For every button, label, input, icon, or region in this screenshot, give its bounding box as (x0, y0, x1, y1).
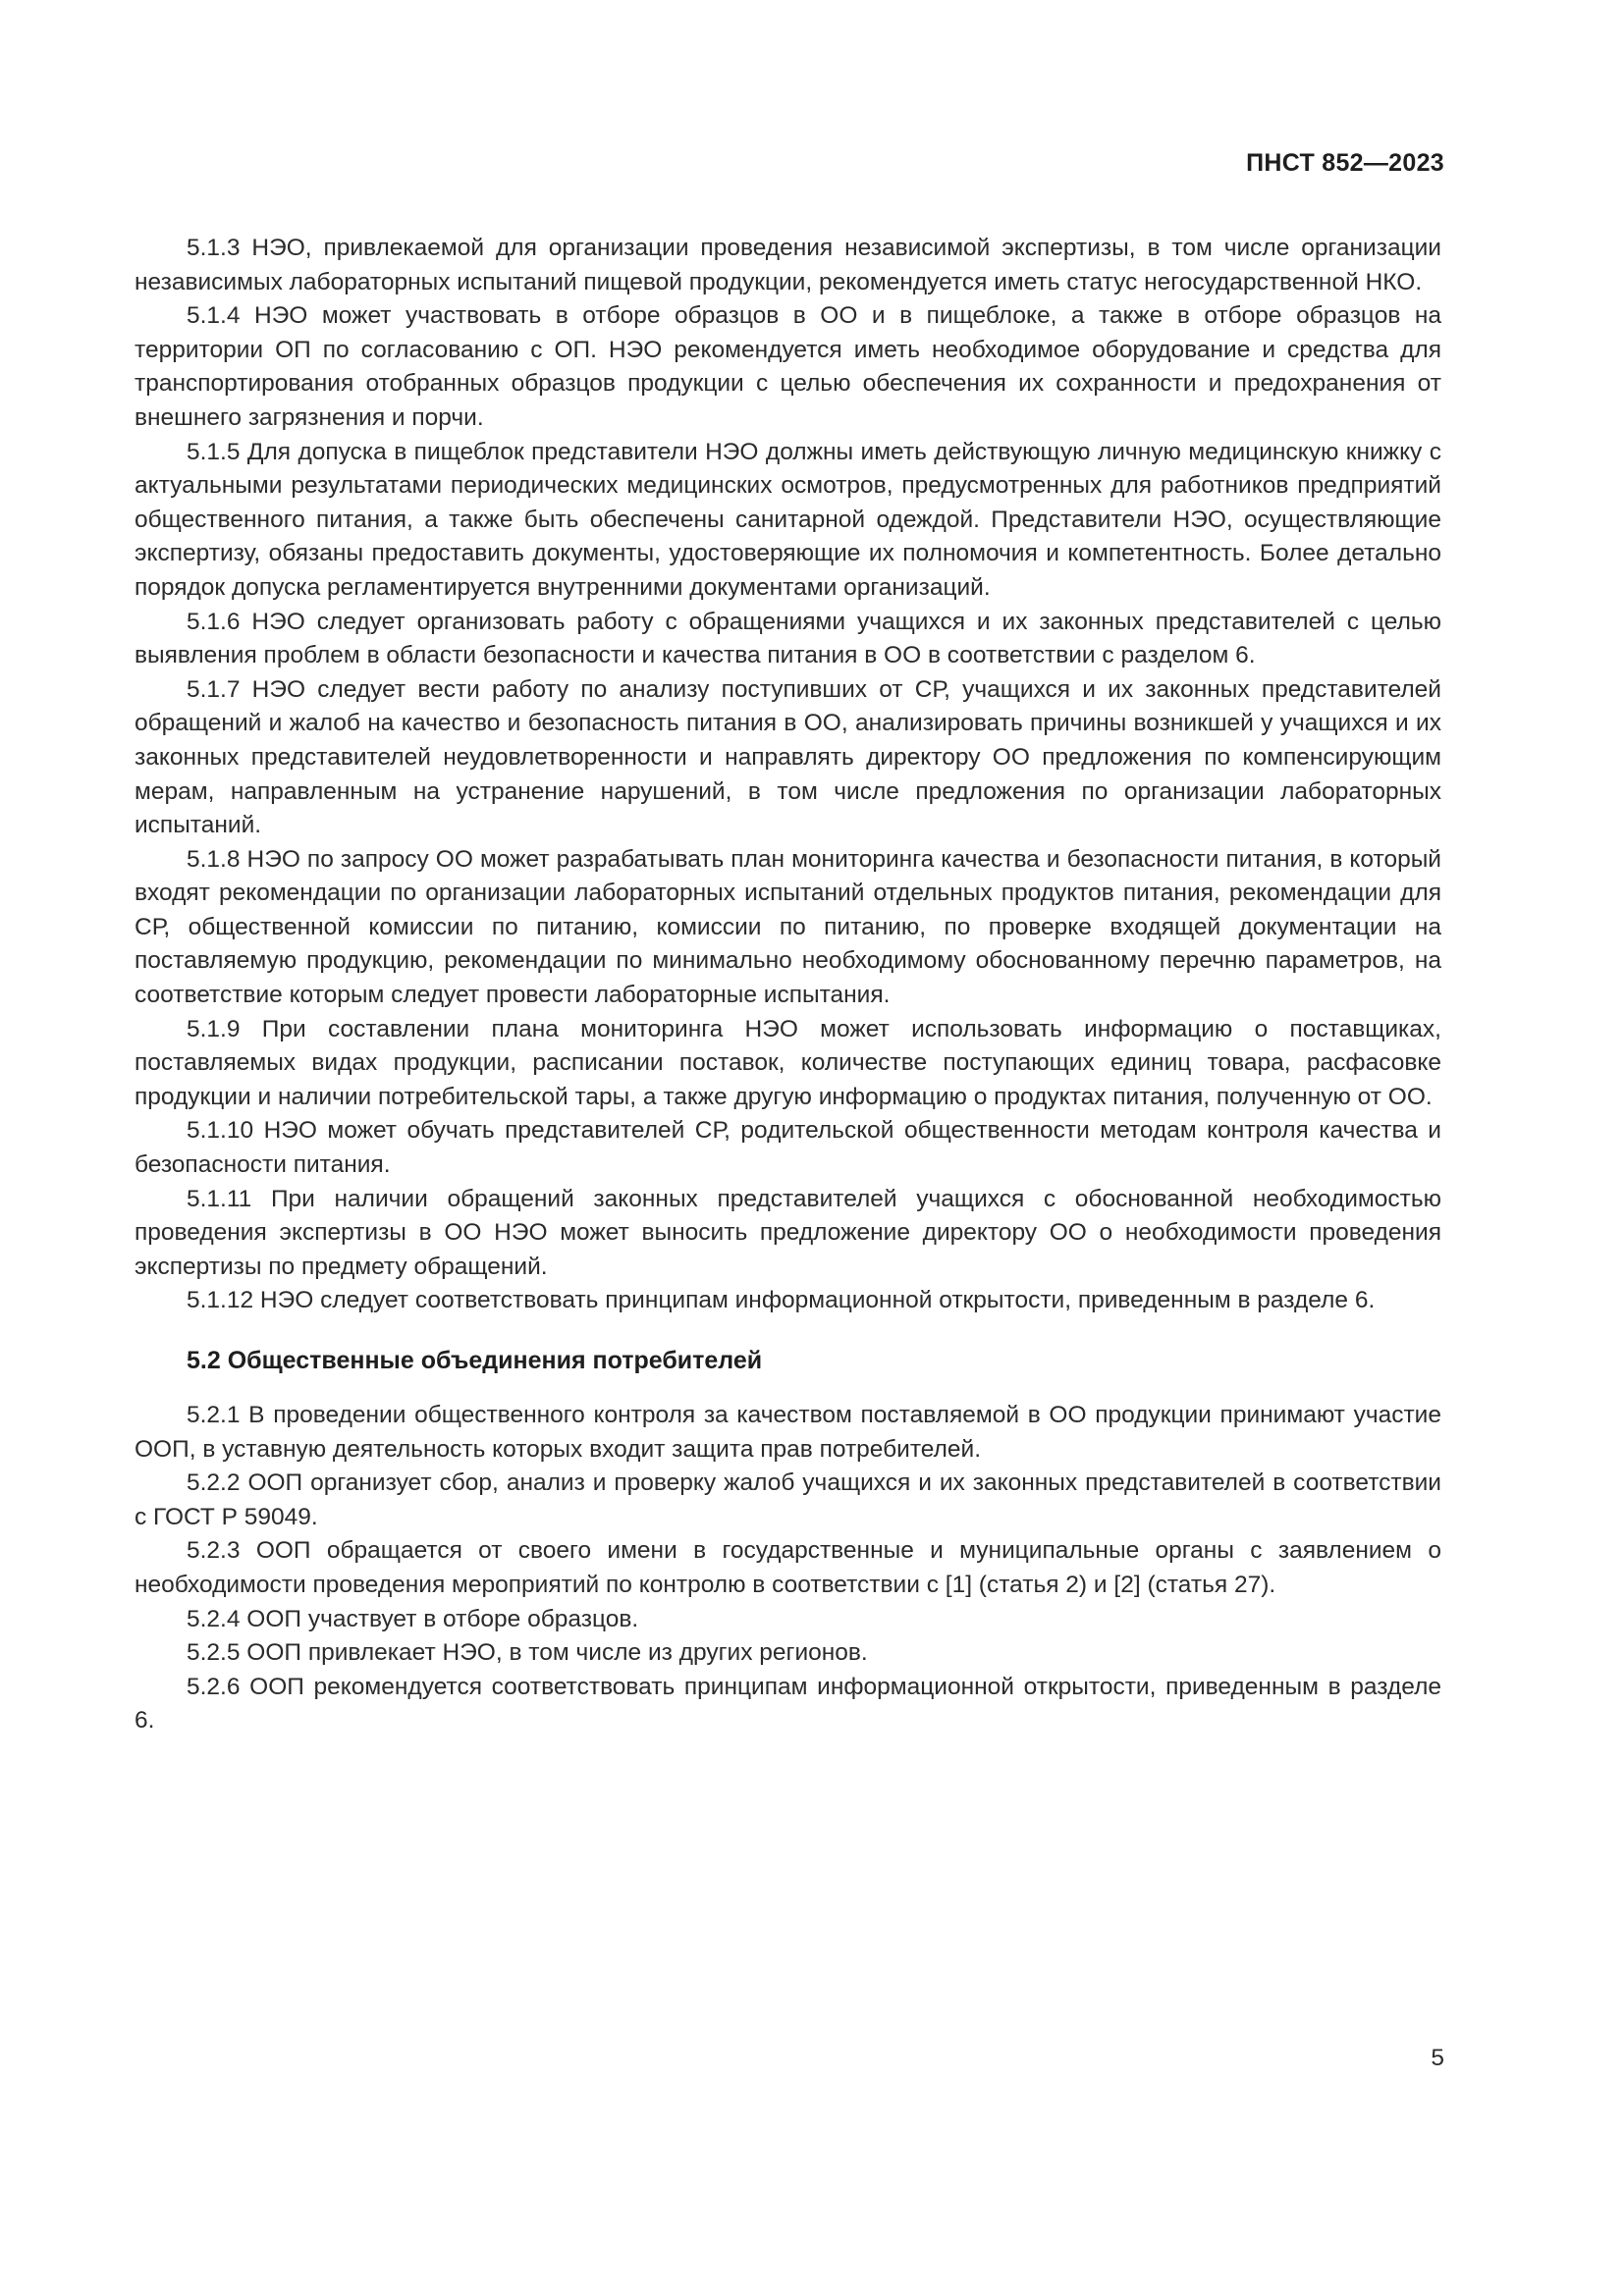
section-heading-5-2: 5.2 Общественные объединения потребителей (187, 1347, 763, 1374)
document-body (135, 232, 1441, 1738)
paragraph-5-1-9: 5.1.9 При составлении плана мониторинга НЭО может использовать информацию о поставщиках, поставляемых видах продукции, расписании поставок, количестве поступающих единиц товара, расфасовке продукции и наличии потребительской тары, а также другую информацию о продуктах питания, полученную от ОО. (135, 1015, 1441, 1110)
paragraph-5-1-5: 5.1.5 Для допуска в пищеблок представители НЭО должны иметь действующую личную медицинскую книжку с актуальными результатами периодических медицинских осмотров, предусмотренных для работников предприятий общественного питания, а также быть обеспечены санитарной одеждой. Представители НЭО, осуществляющие экспертизу, обязаны предоставить документы, удостоверяющие их полномочия и компетентность. Более детально порядок допуска регламентируется внутренними документами организаций. (135, 438, 1441, 601)
paragraph-5-1-4: 5.1.4 НЭО может участвовать в отборе образцов в ОО и в пищеблоке, а также в отборе образцов на территории ОП по согласованию с ОП. НЭО рекомендуется иметь необходимое оборудование и средства для транспортирования отобранных образцов продукции с целью обеспечения их сохранности и предохранения от внешнего загрязнения и порчи. (135, 302, 1441, 431)
paragraph-5-1-10: 5.1.10 НЭО может обучать представителей СР, родительской общественности методам контроля качества и безопасности питания. (135, 1117, 1441, 1179)
document-code: ПНСТ 852—2023 (1246, 149, 1444, 177)
paragraph-5-2-4: 5.2.4 ООП участвует в отборе образцов. (187, 1605, 639, 1632)
paragraph-5-1-7: 5.1.7 НЭО следует вести работу по анализу поступивших от СР, учащихся и их законных представителей обращений и жалоб на качество и безопасность питания в ОО, анализировать причины возникшей у учащихся и их законных представителей неудовлетворенности и направлять директору ОО предложения по компенсирующим мерам, направленным на устранение нарушений, в том числе предложения по организации лабораторных испытаний. (135, 675, 1441, 839)
paragraph-5-1-12: 5.1.12 НЭО следует соответствовать принципам информационной открытости, приведенным в разделе 6. (187, 1287, 1376, 1314)
paragraph-5-2-6: 5.2.6 ООП рекомендуется соответствовать принципам информационной открытости, приведенным в разделе 6. (135, 1673, 1441, 1735)
page-number: 5 (1431, 2045, 1444, 2071)
paragraph-5-1-8: 5.1.8 НЭО по запросу ОО может разрабатывать план мониторинга качества и безопасности питания, в который входят рекомендации по организации лабораторных испытаний отдельных продуктов питания, рекомендации для СР, общественной комиссии по питанию, комиссии по питанию, по проверке входящей документации на поставляемую продукцию, рекомендации по минимально необходимому обоснованному перечню параметров, на соответствие которым следует провести лабораторные испытания. (135, 845, 1441, 1009)
paragraph-5-1-3: 5.1.3 НЭО, привлекаемой для организации проведения независимой экспертизы, в том числе организации независимых лабораторных испытаний пищевой продукции, рекомендуется иметь статус негосударственной НКО. (135, 235, 1441, 295)
paragraph-5-1-11: 5.1.11 При наличии обращений законных представителей учащихся с обоснованной необходимостью проведения экспертизы в ОО НЭО может выносить предложение директору ОО о необходимости проведения экспертизы по предмету обращений. (135, 1185, 1441, 1280)
paragraph-5-1-6: 5.1.6 НЭО следует организовать работу с обращениями учащихся и их законных представителей с целью выявления проблем в области безопасности и качества питания в ОО в соответствии с разделом 6. (135, 608, 1441, 669)
paragraph-5-2-3: 5.2.3 ООП обращается от своего имени в государственные и муниципальные органы с заявлением о необходимости проведения мероприятий по контролю в соответствии с [1] (статья 2) и [2] (статья 27). (135, 1537, 1441, 1598)
paragraph-5-2-1: 5.2.1 В проведении общественного контроля за качеством поставляемой в ОО продукции принимают участие ООП, в уставную деятельность которых входит защита прав потребителей. (135, 1402, 1441, 1463)
paragraph-5-2-5: 5.2.5 ООП привлекает НЭО, в том числе из других регионов. (187, 1639, 868, 1667)
paragraph-5-2-2: 5.2.2 ООП организует сбор, анализ и проверку жалоб учащихся и их законных представителей в соответствии с ГОСТ Р 59049. (135, 1469, 1441, 1530)
